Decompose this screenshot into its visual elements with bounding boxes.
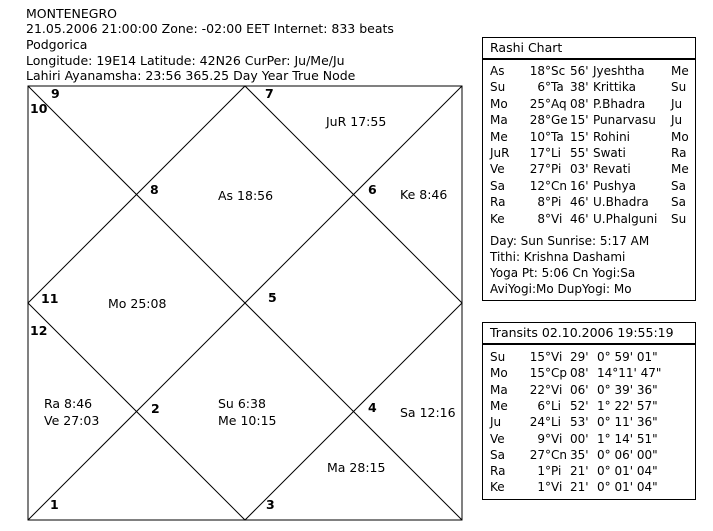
degree-cell: 1° [537, 480, 551, 495]
minute-cell: 16' [570, 178, 589, 193]
rashi-day-sunrise: Day: Sun Sunrise: 5:17 AM [490, 234, 650, 248]
nakshatra-cell: U.Phalguni [593, 211, 658, 226]
rashi-row [483, 112, 695, 129]
sign-cell: Pi [551, 195, 562, 210]
sign-cell: Vi [551, 211, 563, 226]
planet-cell: As [490, 64, 505, 78]
lord-cell: Ra [671, 146, 687, 160]
house-number-10: 10 [30, 101, 48, 116]
planet-cell: Mo [490, 96, 508, 111]
planet-cell: Ve [490, 162, 505, 177]
minute-cell: 38' [570, 80, 589, 95]
lord-cell: Ju [671, 96, 683, 111]
planet-cell: Sa [490, 178, 505, 193]
planet-cell: Ve [490, 431, 505, 446]
degree-cell: 10° [529, 129, 551, 144]
minute-cell: 08' [570, 96, 589, 111]
planet-venus: Ve 27:03 [44, 413, 100, 428]
sign-cell: Pi [551, 464, 562, 479]
minute-cell: 08' [570, 366, 589, 381]
rashi-row [483, 63, 695, 80]
speed-cell: 0° 39' 36" [597, 382, 658, 397]
planet-sun: Su 6:38 [218, 396, 266, 411]
sign-cell: Ge [551, 113, 568, 128]
speed-cell: 0° 01' 04" [597, 480, 658, 495]
minute-cell: 52' [570, 398, 589, 413]
planet-cell: JuR [490, 146, 510, 160]
transit-row [483, 479, 695, 496]
lord-cell: Me [671, 162, 689, 177]
lord-cell: Sa [671, 178, 686, 193]
house-number-5: 5 [268, 290, 277, 305]
planet-cell: Ke [490, 480, 505, 495]
planet-cell: Ke [490, 211, 505, 226]
planet-saturn: Sa 12:16 [400, 405, 456, 420]
planet-cell: Ma [490, 113, 508, 128]
planet-cell: Su [490, 350, 506, 364]
sign-cell: Aq [551, 96, 567, 111]
planet-rahu: Ra 8:46 [44, 396, 93, 411]
planet-cell: Me [490, 398, 508, 413]
chart-name: MONTENEGRO [26, 6, 117, 21]
sign-cell: Li [551, 415, 562, 430]
minute-cell: 21' [570, 464, 589, 479]
coordinates: Longitude: 19E14 Latitude: 42N26 CurPer: Ju/Me/Ju [26, 53, 345, 68]
rashi-row [483, 194, 695, 211]
sign-cell: Sc [551, 64, 566, 78]
rashi-row [483, 96, 695, 113]
rashi-row [483, 211, 695, 228]
rashi-title: Rashi Chart [490, 40, 563, 55]
degree-cell: 15° [529, 350, 551, 364]
lord-cell: Me [671, 64, 689, 78]
sign-cell: Li [551, 146, 562, 160]
ayanamsha-info: Lahiri Ayanamsha: 23:56 365.25 Day Year True Node [26, 68, 356, 83]
sign-cell: Cp [551, 366, 567, 381]
degree-cell: 1° [537, 464, 551, 479]
planet-cell: Ma [490, 382, 508, 397]
minute-cell: 29' [570, 350, 589, 364]
transits-title-box [482, 322, 696, 344]
minute-cell: 03' [570, 162, 589, 177]
minute-cell: 15' [570, 113, 589, 128]
house-number-6: 6 [368, 182, 377, 197]
transits-title: Transits 02.10.2006 19:55:19 [490, 325, 674, 340]
rashi-yoga: Yoga Pt: 5:06 Cn Yogi:Sa [490, 266, 636, 280]
nakshatra-cell: Punarvasu [593, 113, 656, 128]
sign-cell: Ta [551, 80, 564, 95]
transit-row [483, 447, 695, 464]
transit-row [483, 382, 695, 399]
planet-moon: Mo 25:08 [108, 296, 167, 311]
house-number-3: 3 [266, 497, 275, 512]
house-number-1: 1 [50, 497, 59, 512]
planet-cell: Su [490, 80, 506, 95]
sign-cell: Vi [551, 480, 563, 495]
transit-row [483, 398, 695, 415]
degree-cell: 22° [529, 382, 551, 397]
rashi-tithi: Tithi: Krishna Dashami [490, 250, 626, 264]
speed-cell: 1° 14' 51" [597, 431, 658, 446]
house-number-2: 2 [151, 401, 160, 416]
lord-cell: Mo [671, 129, 689, 144]
minute-cell: 35' [570, 447, 589, 462]
degree-cell: 15° [529, 366, 551, 381]
speed-cell: 0° 59' 01" [597, 350, 658, 364]
minute-cell: 15' [570, 129, 589, 144]
rashi-row [483, 145, 695, 162]
nakshatra-cell: Swati [593, 146, 626, 160]
planet-cell: Ra [490, 464, 506, 479]
planet-cell: Me [490, 129, 508, 144]
degree-cell: 24° [529, 415, 551, 430]
nakshatra-cell: Rohini [593, 129, 631, 144]
house-number-12: 12 [30, 323, 48, 338]
degree-cell: 12° [529, 178, 551, 193]
degree-cell: 27° [529, 447, 551, 462]
planet-cell: Sa [490, 447, 505, 462]
rashi-row [483, 178, 695, 195]
rashi-row [483, 161, 695, 178]
rashi-title-box [482, 37, 696, 59]
planet-ketu: Ke 8:46 [400, 187, 448, 202]
minute-cell: 06' [570, 382, 589, 397]
degree-cell: 17° [529, 146, 551, 160]
house-number-7: 7 [265, 86, 274, 101]
house-number-11: 11 [41, 291, 59, 306]
minute-cell: 53' [570, 415, 589, 430]
planet-mercury: Me 10:15 [218, 413, 277, 428]
sign-cell: Pi [551, 162, 562, 177]
planet-cell: Ra [490, 195, 506, 210]
minute-cell: 56' [570, 64, 589, 78]
transit-row [483, 349, 695, 366]
degree-cell: 8° [537, 211, 551, 226]
minute-cell: 46' [570, 195, 589, 210]
planet-ascendant: As 18:56 [218, 188, 274, 203]
lord-cell: Su [671, 80, 687, 95]
degree-cell: 18° [529, 64, 551, 78]
degree-cell: 9° [537, 431, 551, 446]
nakshatra-cell: Krittika [593, 80, 636, 95]
degree-cell: 8° [537, 195, 551, 210]
sign-cell: Cn [551, 178, 567, 193]
speed-cell: 0° 11' 36" [597, 415, 658, 430]
sign-cell: Li [551, 398, 562, 413]
transit-row [483, 463, 695, 480]
speed-cell: 0° 01' 04" [597, 464, 658, 479]
rashi-row [483, 129, 695, 146]
rashi-table [482, 59, 696, 301]
minute-cell: 00' [570, 431, 589, 446]
degree-cell: 6° [537, 80, 551, 95]
nakshatra-cell: P.Bhadra [593, 96, 646, 111]
degree-cell: 27° [529, 162, 551, 177]
rashi-row [483, 79, 695, 96]
planet-jupiter: JuR 17:55 [326, 114, 387, 129]
lord-cell: Sa [671, 195, 686, 210]
sign-cell: Vi [551, 431, 563, 446]
speed-cell: 0° 06' 00" [597, 447, 658, 462]
degree-cell: 6° [537, 398, 551, 413]
house-number-9: 9 [51, 86, 60, 101]
speed-cell: 14°11' 47" [597, 366, 662, 381]
speed-cell: 1° 22' 57" [597, 398, 658, 413]
degree-cell: 28° [529, 113, 551, 128]
house-number-8: 8 [150, 182, 159, 197]
planet-cell: Ju [490, 415, 502, 430]
nakshatra-cell: Pushya [593, 178, 636, 193]
sign-cell: Vi [551, 382, 563, 397]
house-number-4: 4 [368, 400, 377, 415]
lord-cell: Su [671, 211, 687, 226]
lord-cell: Ju [671, 113, 683, 128]
minute-cell: 21' [570, 480, 589, 495]
transit-row [483, 431, 695, 448]
nakshatra-cell: Revati [593, 162, 631, 177]
nakshatra-cell: Jyeshtha [593, 64, 645, 78]
transits-table [482, 344, 696, 500]
birth-place: Podgorica [26, 37, 88, 52]
planet-mars: Ma 28:15 [327, 460, 386, 475]
nakshatra-cell: U.Bhadra [593, 195, 649, 210]
transit-row [483, 414, 695, 431]
rashi-avi-yogi: AviYogi:Mo DupYogi: Mo [490, 282, 632, 296]
degree-cell: 25° [529, 96, 551, 111]
sign-cell: Ta [551, 129, 564, 144]
sign-cell: Cn [551, 447, 567, 462]
minute-cell: 55' [570, 146, 589, 160]
transit-row [483, 365, 695, 382]
sign-cell: Vi [551, 350, 563, 364]
minute-cell: 46' [570, 211, 589, 226]
birth-datetime: 21.05.2006 21:00:00 Zone: -02:00 EET Internet: 833 beats [26, 21, 394, 36]
planet-cell: Mo [490, 366, 508, 381]
